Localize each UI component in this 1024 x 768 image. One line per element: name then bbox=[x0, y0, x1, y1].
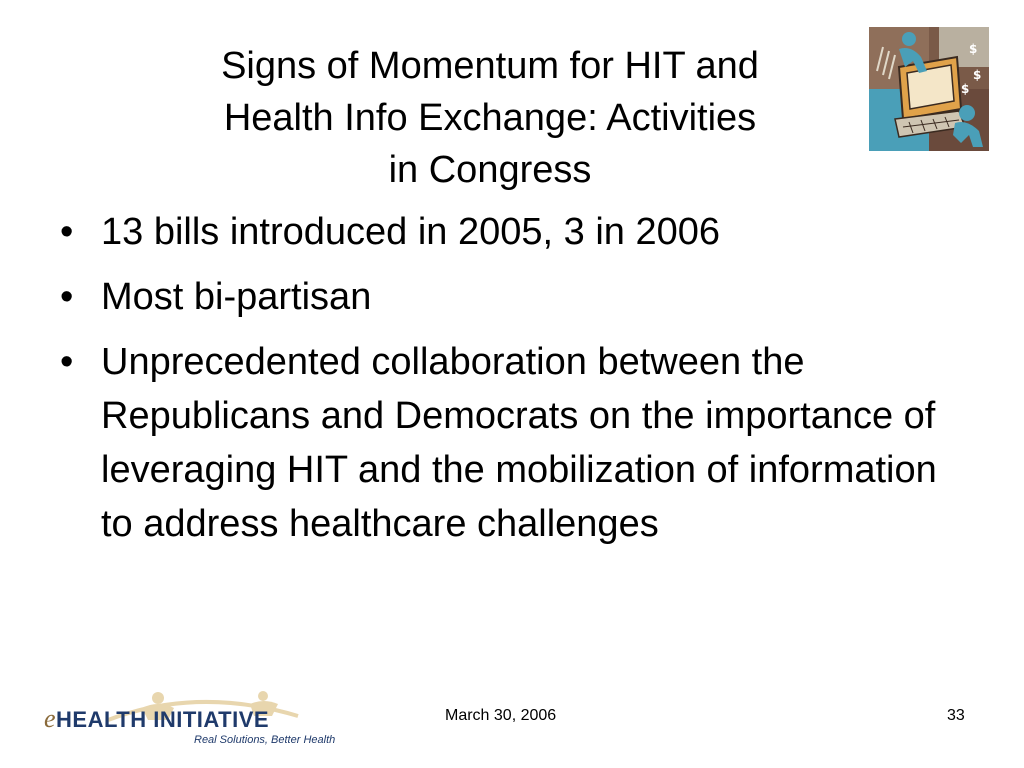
svg-text:$: $ bbox=[969, 42, 978, 56]
bullet-text-2: Most bi-partisan bbox=[101, 276, 372, 318]
page-number: 33 bbox=[947, 707, 965, 724]
bullet-item-2 bbox=[60, 270, 960, 324]
svg-text:$: $ bbox=[973, 68, 982, 82]
slide-title-line-1: Signs of Momentum for HIT and bbox=[221, 45, 759, 87]
slide-title bbox=[130, 40, 850, 196]
slide-title-line-3: in Congress bbox=[388, 149, 592, 191]
ehealth-initiative-logo-icon bbox=[38, 690, 336, 752]
bullet-text-3: Unprecedented collaboration between the Republicans and Democrats on the importance of leveraging HIT and the mobilization of information to address healthcare challenges bbox=[101, 341, 937, 545]
bullet-item-3 bbox=[60, 335, 960, 551]
computer-money-people-clipart-icon bbox=[869, 27, 989, 151]
logo-name: HEALTH INITIATIVE bbox=[56, 707, 270, 732]
logo-tagline: Real Solutions, Better Health bbox=[194, 734, 336, 746]
bullet-item-1 bbox=[60, 205, 960, 259]
bullet-marker: • bbox=[60, 211, 74, 253]
slide-title-line-2: Health Info Exchange: Activities bbox=[223, 97, 757, 139]
footer-date: March 30, 2006 bbox=[445, 707, 557, 724]
logo-wordmark bbox=[44, 704, 269, 734]
bullet-text-1: 13 bills introduced in 2005, 3 in 2006 bbox=[101, 211, 721, 253]
bullet-list bbox=[60, 205, 960, 562]
svg-text:$: $ bbox=[961, 82, 970, 96]
bullet-marker: • bbox=[60, 276, 74, 318]
bullet-marker: • bbox=[60, 341, 74, 383]
logo-e: e bbox=[44, 704, 57, 733]
